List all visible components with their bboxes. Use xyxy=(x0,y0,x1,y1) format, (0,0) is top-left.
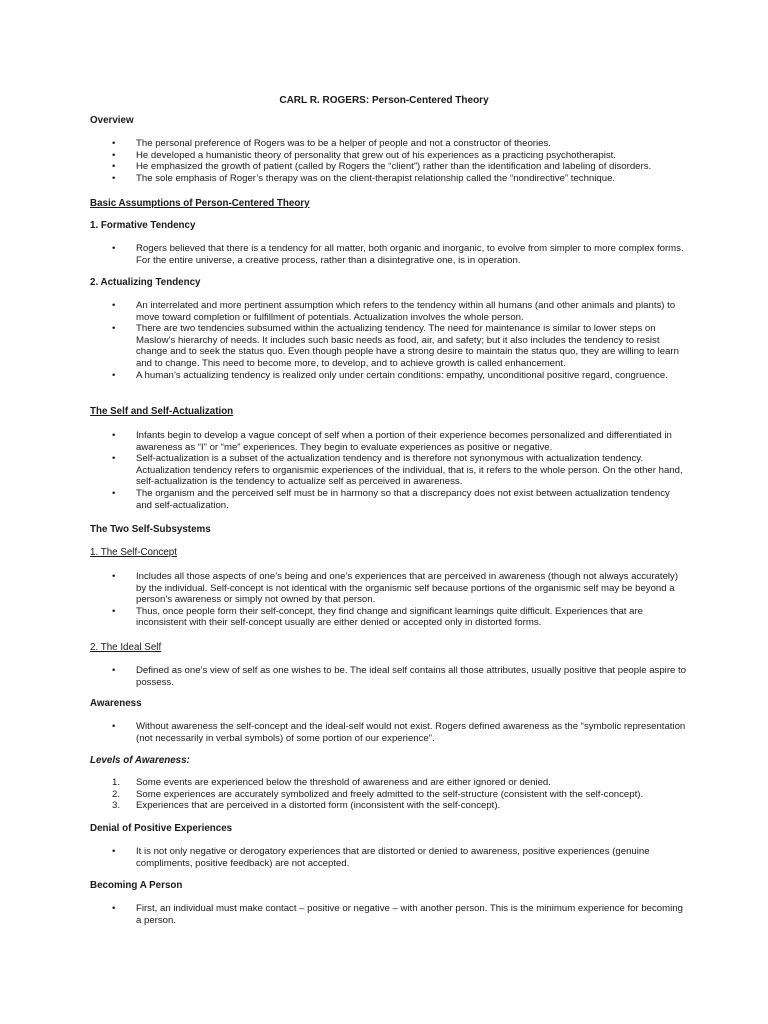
list-item: • An interrelated and more pertinent assumption which refers to the tendency within all humans (and other animals and plants) to move toward completion or fulfillment of potentials. Actualization involves the whole person. xyxy=(90,300,686,323)
list-item: • First, an individual must make contact – positive or negative – with another person. This is the minimum experience for becoming a person. xyxy=(90,903,686,926)
list-item: • The personal preference of Rogers was to be a helper of people and not a constructor of theories. xyxy=(90,138,686,150)
item-number: 2. xyxy=(112,788,121,800)
list-item: • The organism and the perceived self must be in harmony so that a discrepancy does not exist between actualization tendency and self-actualization. xyxy=(90,488,686,511)
self-actualization-heading: The Self and Self-Actualization xyxy=(90,406,234,417)
list-item: • A human’s actualizing tendency is realized only under certain conditions: empathy, unconditional positive regard, congruence. xyxy=(90,370,686,382)
self-list xyxy=(90,430,686,511)
ideal-self-heading: 2. The Ideal Self xyxy=(90,642,162,653)
becoming-list xyxy=(90,903,686,926)
basic-assumptions-heading: Basic Assumptions of Person-Centered Theory xyxy=(90,198,310,209)
list-item: • The sole emphasis of Roger’s therapy was on the client-therapist relationship called the “nondirective” technique. xyxy=(90,173,686,185)
list-item xyxy=(90,789,686,801)
list-item xyxy=(90,777,686,789)
item-text: Some events are experienced below the threshold of awareness and are either ignored or denied. xyxy=(136,777,551,788)
ideal-self-list xyxy=(90,665,686,688)
formative-tendency-heading: 1. Formative Tendency xyxy=(90,220,196,231)
list-item: • Without awareness the self-concept and the ideal-self would not exist. Rogers defined awareness as the “symbolic representation (not necessarily in verbal symbols) of some portion of our experience”. xyxy=(90,721,686,744)
list-item xyxy=(90,800,686,812)
list-item: • Thus, once people form their self-concept, they find change and significant learnings quite difficult. Experiences that are inconsistent with their self-concept usually are either denied or accepted only in distorted forms. xyxy=(90,606,686,629)
list-item: • Includes all those aspects of one’s being and one’s experiences that are perceived in awareness (though not always accurately) by the individual. Self-concept is not identical with the organismic self because portions of the organismic self may be beyond a person’s awareness or simply not owned by that person. xyxy=(90,571,686,606)
item-number: 1. xyxy=(112,777,121,788)
list-item: • He developed a humanistic theory of personality that grew out of his experiences as a practicing psychotherapist. xyxy=(90,150,686,162)
subsystems-heading: The Two Self-Subsystems xyxy=(90,524,211,535)
self-concept-list xyxy=(90,571,686,629)
becoming-heading: Becoming A Person xyxy=(90,880,183,891)
awareness-heading: Awareness xyxy=(90,698,142,709)
list-item: • Self-actualization is a subset of the actualization tendency and is therefore not synonymous with actualization tendency. Actualization tendency refers to organismic experiences of the individual, that is, it refers to the whole person. On the other hand, self-actualization is the tendency to actualize self as perceived in awareness. xyxy=(90,453,686,488)
list-item: • There are two tendencies subsumed within the actualizing tendency. The need for maintenance is similar to lower steps on Maslow’s hierarchy of needs. It includes such basic needs as food, air, and safety; but it also includes the tendency to resist change and to seek the status quo. Even though people have a strong desire to maintain the status quo, they are willing to learn and to change. This need to become more, to develop, and to achieve growth is called enhancement. xyxy=(90,323,686,369)
item-text: Experiences that are perceived in a distorted form (inconsistent with the self-concept). xyxy=(136,800,501,812)
list-item: • Rogers believed that there is a tendency for all matter, both organic and inorganic, to evolve from simpler to more complex forms. For the entire universe, a creative process, rather than a disintegrative one, is in operation. xyxy=(90,243,686,266)
actualizing-list xyxy=(90,300,686,381)
list-item: • He emphasized the growth of patient (called by Rogers the “client”) rather than the identification and labeling of disorders. xyxy=(90,161,686,173)
document-title: CARL R. ROGERS: Person-Centered Theory xyxy=(279,95,489,106)
formative-list xyxy=(90,243,686,266)
item-number: 3. xyxy=(112,800,121,812)
levels-list xyxy=(90,777,686,812)
list-item: • Defined as one’s view of self as one wishes to be. The ideal self contains all those attributes, usually positive that people aspire to possess. xyxy=(90,665,686,688)
list-item: • It is not only negative or derogatory experiences that are distorted or denied to awareness, positive experiences (genuine compliments, positive feedback) are not accepted. xyxy=(90,846,686,869)
self-concept-heading: 1. The Self-Concept xyxy=(90,547,177,558)
denial-list xyxy=(90,846,686,869)
item-text: Some experiences are accurately symbolized and freely admitted to the self-structure (consistent with the self-concept). xyxy=(136,788,644,800)
awareness-list xyxy=(90,721,686,744)
overview-heading: Overview xyxy=(90,115,134,126)
overview-list xyxy=(90,138,686,184)
denial-heading: Denial of Positive Experiences xyxy=(90,823,233,834)
levels-heading: Levels of Awareness: xyxy=(90,755,190,766)
actualizing-tendency-heading: 2. Actualizing Tendency xyxy=(90,277,201,288)
list-item: • Infants begin to develop a vague concept of self when a portion of their experience becomes personalized and differentiated in awareness as “I” or “me” experiences. They begin to evaluate experiences as positive or negative. xyxy=(90,430,686,453)
